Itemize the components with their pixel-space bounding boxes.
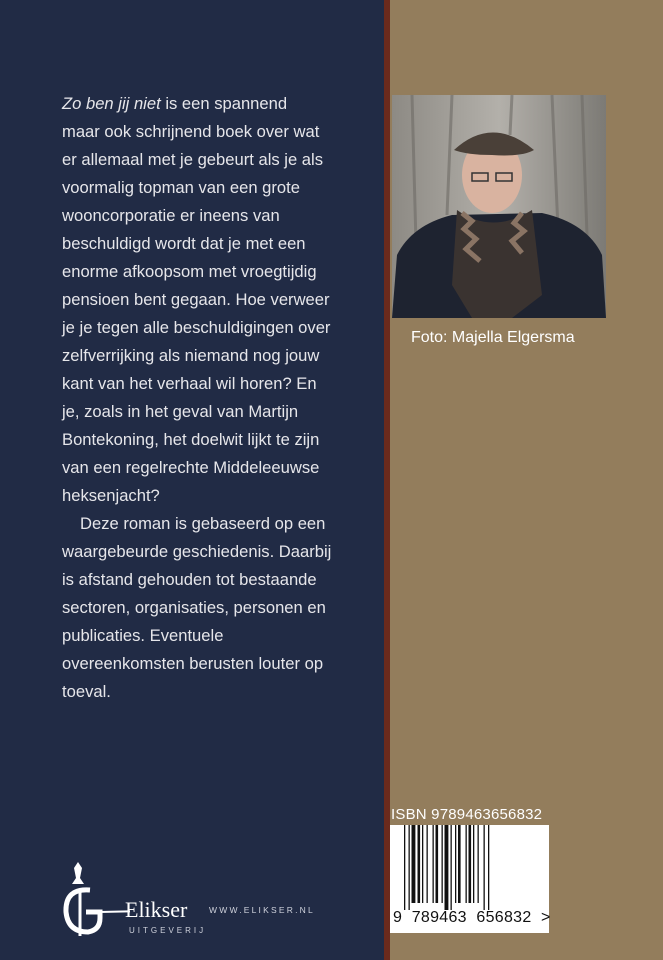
publisher-url: WWW.ELIKSER.NL [209,905,315,915]
blurb-line: je, zoals in het geval van Martijn [62,402,299,421]
blurb-paragraph-1 [62,118,382,510]
barcode-bar [442,825,443,903]
author-photo [392,95,606,318]
publisher-subtitle: UITGEVERIJ [129,926,207,935]
blurb-first-line: Zo ben jij niet is een spannend [62,94,288,113]
blurb-line: wooncorporatie er ineens van [62,206,280,225]
publisher-name: Elikser [125,897,188,922]
barcode-bar [488,825,489,910]
blurb-line: maar ook schrijnend boek over wat [62,122,320,141]
barcode-bar [409,825,410,910]
barcode-bar [455,825,456,903]
blurb-line: kant van het verhaal wil horen? En [62,374,317,393]
blurb-line: zelfverrijking als niemand nog jouw [62,346,320,365]
blurb-line: toeval. [62,682,111,701]
blurb-line: pensioen bent gegaan. Hoe verweer [62,290,330,309]
barcode-bar [427,825,428,903]
isbn-label: ISBN 9789463656832 [391,806,543,823]
blurb-text [62,90,382,706]
barcode-digits: 9 789463 656832 > [393,909,551,926]
blurb-line: je je tegen alle beschuldigingen over [62,318,331,337]
blurb-line: er allemaal met je gebeurt als je als [62,150,324,169]
barcode-bar [484,825,485,910]
blurb-line: Deze roman is gebaseerd op een [80,514,326,533]
publisher-logo [60,860,207,945]
barcode-bar [458,825,461,903]
blurb-line: voormalig topman van een grote [62,178,300,197]
photo-caption: Foto: Majella Elgersma [411,329,575,346]
blurb-line: beschuldigd wordt dat je met een [62,234,306,253]
blurb-line: publicaties. Eventuele [62,626,224,645]
blurb-line: enorme afkoopsom met vroegtijdig [62,262,317,281]
isbn-barcode [390,825,549,933]
blurb-line: heksenjacht? [62,486,160,505]
barcode-bar [478,825,479,903]
book-title: Zo ben jij niet [62,94,161,113]
barcode-bar [469,825,472,903]
barcode-bar [418,825,421,903]
barcode-bar [422,825,423,903]
barcode-bar [433,825,434,903]
barcode-bar [451,825,452,910]
barcode-bar [412,825,416,903]
blurb-line: sectoren, organisaties, personen en [62,598,326,617]
blurb-line: Bontekoning, het doelwit lijkt te zijn [62,430,320,449]
barcode-bar [404,825,405,910]
blurb-paragraph-2 [62,510,382,706]
blurb-line: waargebeurde geschiedenis. Daarbij [62,542,332,561]
barcode-bar [473,825,474,903]
barcode-bar [445,825,449,910]
blurb-line: is afstand gehouden tot bestaande [62,570,317,589]
blurb-line: van een regelrechte Middeleeuwse [62,458,320,477]
blurb-line: overeenkomsten berusten louter op [62,654,324,673]
elikser-emblem-icon [60,860,130,940]
barcode-bar [466,825,467,903]
barcode-bar [436,825,439,903]
